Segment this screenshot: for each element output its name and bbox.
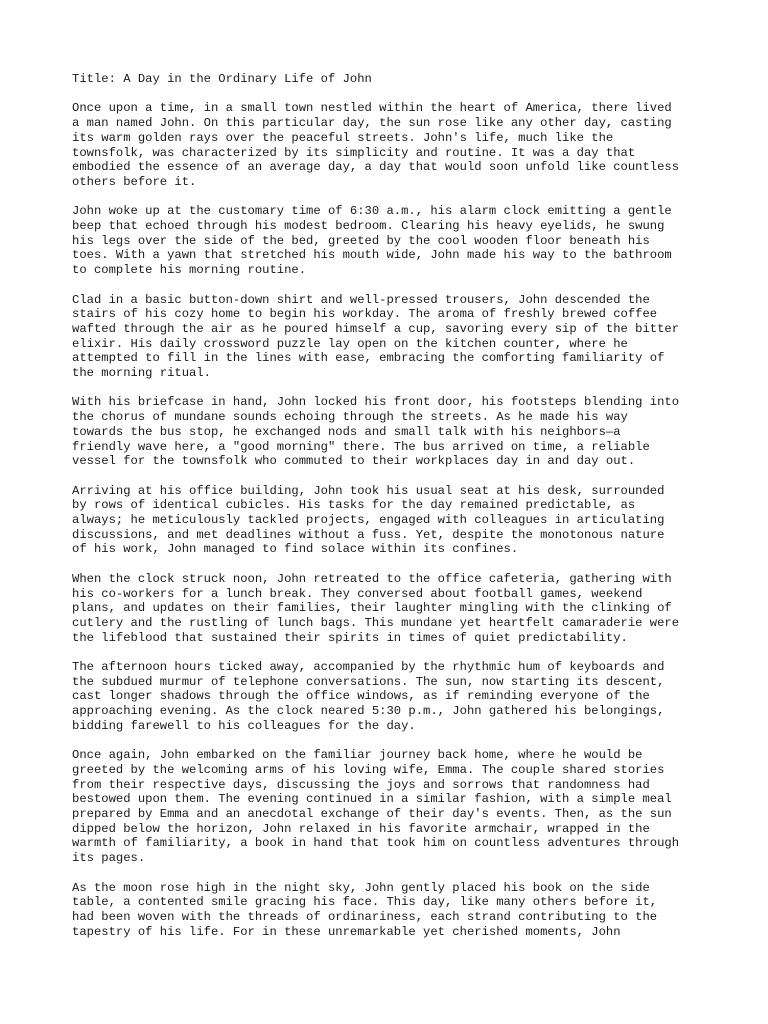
- document-body: [72, 72, 712, 954]
- paragraph-9: As the moon rose high in the night sky, John gently placed his book on the side table, a contented smile gracing his face. This day, like many others before it, had been woven with the threads of ordinariness, each strand contributing to the tapestry of his life. For in these unremarkable yet cherished moments, John: [72, 880, 658, 939]
- paragraph-3: Clad in a basic button-down shirt and well-pressed trousers, John descended the stairs of his cozy home to begin his workday. The aroma of freshly brewed coffee wafted through the air as he poured himself a cup, savoring every sip of the bitter elixir. His daily crossword puzzle lay open on the kitchen counter, where he attempted to fill in the lines with ease, embracing the comforting familiarity of the morning ritual.: [72, 292, 680, 381]
- paragraph-4: With his briefcase in hand, John locked his front door, his footsteps blending into the chorus of mundane sounds echoing through the streets. As he made his way towards the bus stop, he exchanged nods and small talk with his neighbors—a friendly wave here, a "good morning" there. The bus arrived on time, a reliable vessel for the townsfolk who commuted to their workplaces day in and day out.: [72, 395, 680, 469]
- paragraph-1: Once upon a time, in a small town nestled within the heart of America, there lived a man named John. On this particular day, the sun rose like any other day, casting its warm golden rays over the peaceful streets. John's life, much like the townsfolk, was characterized by its simplicity and routine. It was a day that embodied the essence of an average day, a day that would soon unfold like countless others before it.: [72, 101, 680, 189]
- paragraph-2: John woke up at the customary time of 6:30 a.m., his alarm clock emitting a gentle beep that echoed through his modest bedroom. Clearing his heavy eyelids, he swung his legs over the side of the bed, greeted by the cool wooden floor beneath his toes. With a yawn that stretched his mouth wide, John made his way to the bathroom to complete his morning routine.: [72, 204, 672, 278]
- paragraph-8: Once again, John embarked on the familiar journey back home, where he would be greeted by the welcoming arms of his loving wife, Emma. The couple shared stories from their respective days, discussing the joys and sorrows that randomness had bestowed upon them. The evening continued in a similar fashion, with a simple meal prepared by Emma and an anecdotal exchange of their day's events. Then, as the sun dipped below the horizon, John relaxed in his favorite armchair, wrapped in the warmth of familiarity, a book in hand that took him on countless adventures through its pages.: [72, 748, 680, 866]
- paragraph-7: The afternoon hours ticked away, accompanied by the rhythmic hum of keyboards and the subdued murmur of telephone conversations. The sun, now starting its descent, cast longer shadows through the office windows, as if reminding everyone of the approaching evening. As the clock neared 5:30 p.m., John gathered his belongings, bidding farewell to his colleagues for the day.: [72, 660, 665, 733]
- document-title: Title: A Day in the Ordinary Life of John: [72, 72, 372, 86]
- paragraph-5: Arriving at his office building, John took his usual seat at his desk, surrounded by rows of identical cubicles. His tasks for the day remained predictable, as always; he meticulously tackled projects, engaged with colleagues in articulating discussions, and met deadlines without a fuss. Yet, despite the monotonous nature of his work, John managed to find solace within its confines.: [72, 483, 665, 557]
- paragraph-6: When the clock struck noon, John retreated to the office cafeteria, gathering with his co-workers for a lunch break. They conversed about football games, weekend plans, and updates on their families, their laughter mingling with the clinking of cutlery and the rustling of lunch bags. This mundane yet heartfelt camaraderie were the lifeblood that sustained their spirits in times of quiet predictability.: [72, 571, 680, 645]
